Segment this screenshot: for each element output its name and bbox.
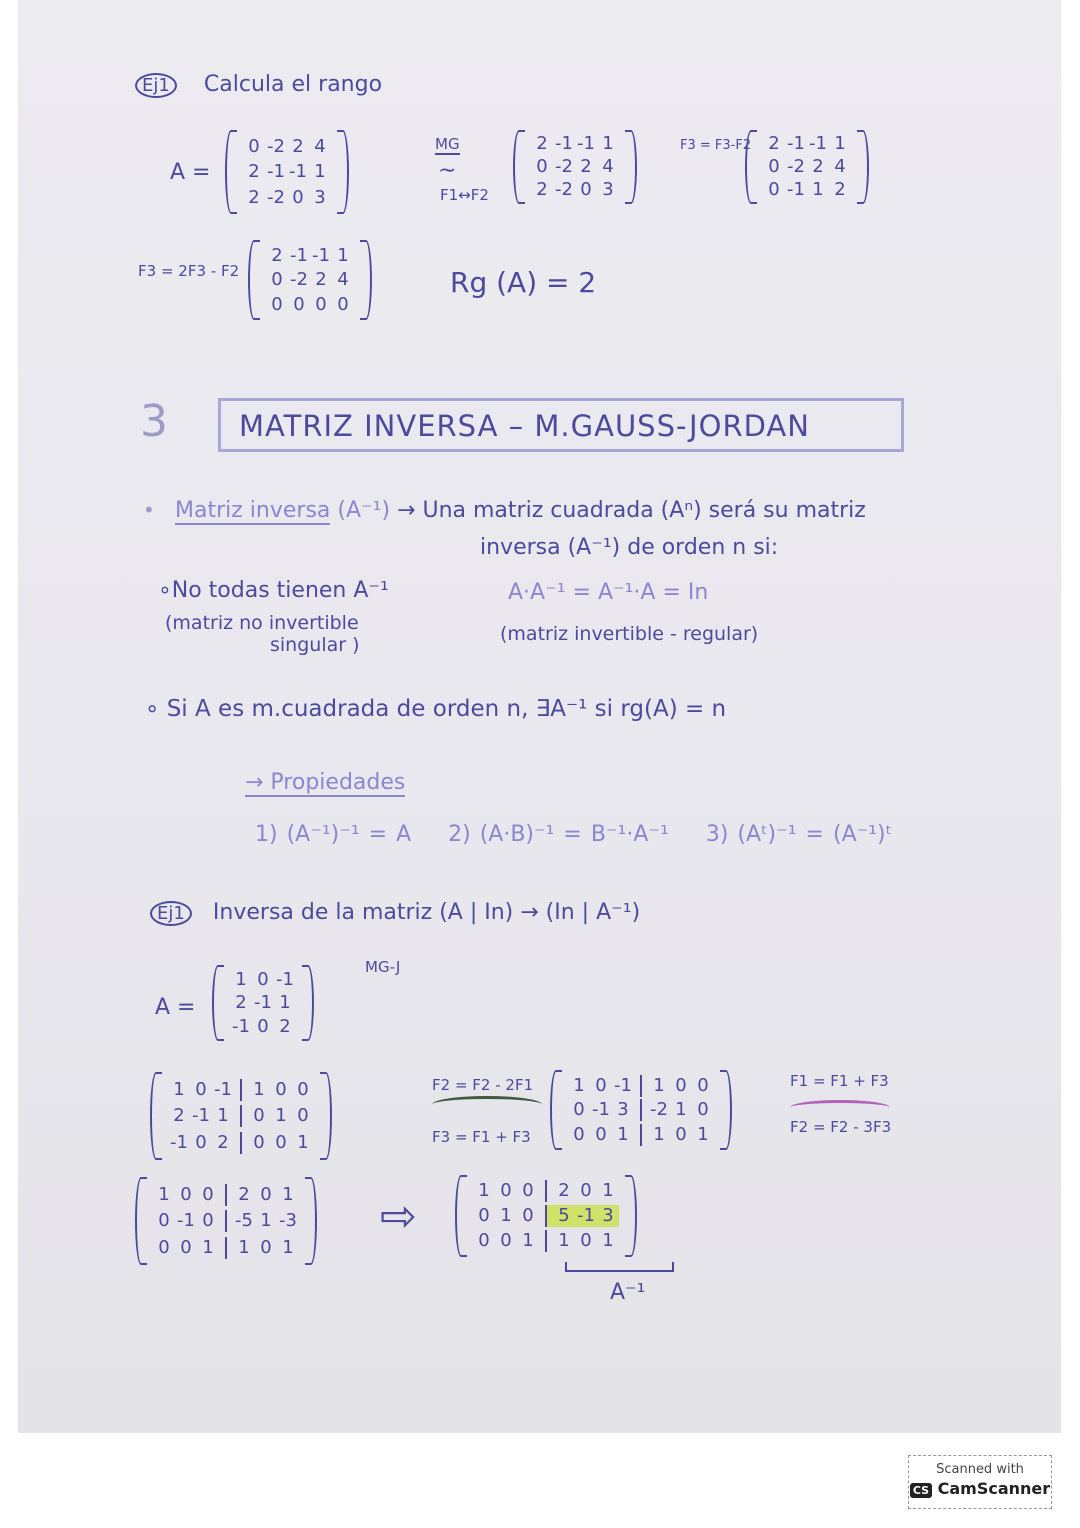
matrix-cell: -1: [577, 133, 595, 154]
matrix-cell: 0: [580, 179, 592, 200]
matrix-cell: -1: [254, 992, 272, 1013]
matrix-cell: -1: [614, 1074, 632, 1096]
matrix-step-2: [745, 130, 869, 204]
matrix-cell: 1: [173, 1078, 185, 1100]
matrix-grid: [162, 1072, 320, 1160]
exercise-1-header: [135, 72, 382, 98]
matrix-cell: -3: [279, 1210, 297, 1231]
matrix-cell: 4: [834, 156, 846, 177]
exercise-2-header: [150, 900, 640, 926]
matrix-cell: 1: [573, 1074, 585, 1096]
matrix-cell: 2: [536, 179, 548, 200]
matrix-cell: 0: [697, 1099, 709, 1120]
properties-list: [255, 822, 892, 847]
matrix-cell: 2: [292, 135, 304, 157]
step-label: F2 = F2 - 3F3: [790, 1118, 892, 1136]
right-paren: [337, 130, 349, 214]
augmented-matrix-result: [455, 1175, 637, 1257]
matrix-cell: -2: [555, 156, 573, 177]
matrix-cell: -1: [192, 1105, 210, 1126]
matrix-cell: 1: [282, 1183, 294, 1205]
matrix-step-3: [248, 240, 372, 320]
matrix-cell: -2: [290, 269, 308, 290]
camscanner-badge: [908, 1455, 1052, 1509]
matrix-cell: 1: [522, 1230, 534, 1251]
matrix-cell: 1: [478, 1180, 490, 1201]
matrix-a: [212, 965, 314, 1041]
matrix-cell: 3: [602, 179, 614, 200]
matrix-cell: 1: [225, 1237, 255, 1259]
brand-name: CamScanner: [937, 1479, 1051, 1498]
matrix-cell: 0: [260, 1236, 272, 1258]
matrix-cell: 0: [595, 1123, 607, 1145]
scanned-with-text: Scanned with: [936, 1462, 1024, 1477]
matrix-cell: 2: [279, 1015, 291, 1037]
matrix-cell: 0: [202, 1210, 214, 1231]
matrix-cell: 5: [545, 1205, 575, 1227]
matrix-cell: 0: [478, 1230, 490, 1251]
left-paren: [225, 130, 237, 214]
matrix-cell: -1: [555, 133, 573, 154]
matrix-cell: 0: [675, 1123, 687, 1145]
matrix-cell: -1: [592, 1099, 610, 1120]
matrix-cell: 1: [697, 1123, 709, 1145]
right-paren: [857, 130, 869, 204]
matrix-cell: 0: [536, 156, 548, 177]
matrix-step-1: [513, 130, 637, 204]
matrix-cell: 0: [260, 1183, 272, 1205]
left-paren: [745, 130, 757, 204]
matrix-cell: -1: [575, 1205, 597, 1227]
matrix-cell: -1: [267, 161, 285, 182]
matrix-cell: 2: [217, 1131, 229, 1153]
matrix-cell: 0: [158, 1210, 170, 1231]
matrix-cell: -2: [267, 186, 285, 208]
matrix-cell: 0: [257, 968, 269, 990]
matrix-cell: 0: [297, 1105, 309, 1126]
matrix-cell: 0: [271, 269, 283, 290]
matrix-cell: 0: [271, 293, 283, 315]
step-label: F2 = F2 - 2F1: [432, 1076, 534, 1094]
matrix-cell: 1: [202, 1236, 214, 1258]
matrix-cell: 1: [158, 1183, 170, 1205]
matrix-cell: 0: [478, 1205, 490, 1226]
right-paren: [625, 130, 637, 204]
camscanner-logo-icon: CS: [910, 1483, 932, 1498]
right-paren: [625, 1175, 637, 1257]
matrix-cell: 4: [314, 135, 326, 157]
left-paren: [135, 1177, 147, 1265]
matrix-cell: 0: [257, 1015, 269, 1037]
matrix-cell: 4: [602, 156, 614, 177]
tilde-icon: ∼: [438, 158, 457, 183]
exercise-title: Inversa de la matriz (A | In) → (In | A⁻¹): [212, 900, 641, 925]
augmented-matrix-3: [135, 1177, 317, 1265]
left-paren: [150, 1072, 162, 1160]
right-paren: [302, 965, 314, 1041]
matrix-cell: 1: [282, 1236, 294, 1258]
matrix-cell: 3: [597, 1205, 619, 1227]
definition-text-2: inversa (A⁻¹) de orden n si:: [480, 535, 779, 560]
matrix-cell: 1: [640, 1075, 670, 1097]
matrix-cell: 1: [260, 1210, 272, 1231]
step-label: F3 = F3-F2: [680, 138, 752, 153]
definition-line: [175, 498, 866, 523]
matrix-grid: [525, 130, 625, 204]
method-label: MG-J: [365, 958, 401, 976]
matrix-cell: 1: [279, 992, 291, 1013]
matrix-cell: 2: [248, 186, 260, 208]
tilde-icon: [790, 1100, 890, 1115]
matrix-cell: 2: [580, 156, 592, 177]
matrix-cell: 0: [195, 1078, 207, 1100]
matrix-cell: 0: [158, 1236, 170, 1258]
definition-text: → Una matriz cuadrada (Aⁿ) será su matriz: [397, 498, 866, 523]
left-paren: [550, 1070, 562, 1150]
matrix-cell: 1: [240, 1079, 270, 1101]
matrix-cell: 1: [217, 1105, 229, 1126]
equation-note: (matriz invertible - regular): [500, 623, 759, 645]
brand-row: [909, 1479, 1051, 1498]
definition-term: Matriz inversa: [175, 498, 331, 523]
matrix-cell: 0: [595, 1074, 607, 1096]
matrix-cell: -1: [289, 161, 307, 182]
matrix-cell: 0: [293, 293, 305, 315]
matrix-cell: -1: [312, 244, 330, 266]
matrix-cell: 0: [292, 186, 304, 208]
brace-icon: [565, 1262, 674, 1272]
right-paren: [305, 1177, 317, 1265]
step-label: MG: [435, 135, 460, 153]
matrix-cell: 0: [500, 1180, 512, 1201]
matrix-cell: 2: [834, 179, 846, 200]
matrix-cell: 1: [297, 1131, 309, 1153]
matrix-cell: 3: [617, 1099, 629, 1120]
matrix-cell: 1: [337, 244, 349, 266]
matrix-cell: 2: [768, 133, 780, 154]
matrix-cell: 3: [314, 186, 326, 208]
matrix-cell: 2: [812, 156, 824, 177]
matrix-cell: 0: [297, 1078, 309, 1100]
matrix-cell: 0: [697, 1074, 709, 1096]
matrix-cell: 1: [314, 161, 326, 182]
matrix-cell: -2: [640, 1099, 670, 1121]
right-paren: [360, 240, 372, 320]
matrix-cell: 0: [248, 135, 260, 157]
step-label: F1↔F2: [440, 186, 489, 204]
step-label: F3 = 2F3 - F2: [138, 262, 240, 280]
matrix-cell: 4: [337, 269, 349, 290]
matrix-grid: [757, 130, 857, 204]
matrix-cell: 0: [275, 1078, 287, 1100]
bullet-icon: •: [143, 498, 155, 522]
matrix-cell: -1: [787, 179, 805, 200]
augmented-matrix-2: [550, 1070, 732, 1150]
matrix-cell: 0: [580, 1230, 592, 1251]
matrix-cell: 2: [315, 269, 327, 290]
note: singular ): [270, 634, 360, 656]
matrix-a-label: A =: [155, 995, 196, 1020]
matrix-cell: 0: [195, 1131, 207, 1153]
inverse-equation: A·A⁻¹ = A⁻¹·A = In: [508, 580, 709, 605]
matrix-a: [225, 130, 349, 214]
matrix-cell: 0: [240, 1105, 270, 1127]
matrix-cell: 1: [235, 968, 247, 990]
right-paren: [720, 1070, 732, 1150]
matrix-cell: 0: [675, 1074, 687, 1096]
matrix-cell: 0: [522, 1180, 534, 1201]
existence-condition: ∘ Si A es m.cuadrada de orden n, ∃A⁻¹ si rg(A) = n: [145, 696, 727, 722]
definition-symbol: (A⁻¹): [337, 498, 391, 523]
matrix-cell: 0: [180, 1183, 192, 1205]
matrix-cell: 1: [602, 1230, 614, 1251]
matrix-cell: -1: [276, 968, 294, 990]
matrix-cell: 2: [235, 992, 247, 1013]
property-item: 2) (A·B)⁻¹ = B⁻¹·A⁻¹: [448, 822, 669, 847]
matrix-cell: 0: [573, 1123, 585, 1145]
matrix-cell: 1: [275, 1105, 287, 1126]
matrix-cell: 0: [315, 293, 327, 315]
matrix-cell: 1: [640, 1124, 670, 1146]
matrix-grid: [562, 1070, 720, 1150]
inverse-label: A⁻¹: [610, 1280, 646, 1305]
matrix-cell: -1: [214, 1078, 232, 1100]
matrix-cell: 1: [545, 1230, 575, 1252]
property-item: 3) (Aᵗ)⁻¹ = (A⁻¹)ᵗ: [705, 822, 893, 847]
section-number: 3: [140, 396, 168, 447]
exercise-title: Calcula el rango: [203, 72, 383, 97]
exercise-label: Ej1: [135, 73, 177, 98]
property-item: 1) (A⁻¹)⁻¹ = A: [255, 822, 412, 847]
matrix-cell: 1: [500, 1205, 512, 1226]
augmented-matrix-1: [150, 1072, 332, 1160]
note: ∘No todas tienen A⁻¹: [158, 578, 389, 603]
matrix-cell: 0: [240, 1132, 270, 1154]
tilde-icon: [432, 1096, 542, 1113]
matrix-cell: 0: [522, 1205, 534, 1226]
matrix-cell: -5: [225, 1210, 255, 1232]
matrix-cell: 1: [834, 133, 846, 154]
matrix-cell: -2: [555, 179, 573, 200]
matrix-cell: 0: [573, 1099, 585, 1120]
matrix-cell: 0: [202, 1183, 214, 1205]
matrix-cell: 2: [248, 161, 260, 182]
matrix-cell: -1: [232, 1015, 250, 1037]
matrix-cell: 1: [602, 133, 614, 154]
matrix-cell: 2: [271, 244, 283, 266]
matrix-cell: 1: [617, 1123, 629, 1145]
section-title-box: [218, 398, 904, 452]
left-paren: [513, 130, 525, 204]
step-label: F3 = F1 + F3: [432, 1128, 531, 1146]
matrix-cell: -1: [177, 1210, 195, 1231]
right-paren: [320, 1072, 332, 1160]
matrix-cell: -2: [787, 156, 805, 177]
matrix-cell: 1: [602, 1180, 614, 1201]
matrix-cell: -1: [787, 133, 805, 154]
section-title: MATRIZ INVERSA – M.GAUSS-JORDAN: [239, 409, 810, 443]
implies-arrow-icon: ⇨: [380, 1191, 417, 1242]
matrix-cell: 2: [536, 133, 548, 154]
matrix-cell: 2: [225, 1184, 255, 1206]
matrix-cell: -2: [267, 135, 285, 157]
left-paren: [455, 1175, 467, 1257]
matrix-cell: 0: [180, 1236, 192, 1258]
properties-heading: [245, 770, 405, 795]
matrix-cell: -1: [809, 133, 827, 154]
matrix-grid: [237, 130, 337, 214]
matrix-cell: 0: [275, 1131, 287, 1153]
matrix-grid: [467, 1175, 625, 1257]
matrix-cell: 0: [500, 1230, 512, 1251]
matrix-cell: 2: [173, 1105, 185, 1126]
properties-heading-text: → Propiedades: [245, 770, 406, 795]
matrix-cell: 1: [675, 1099, 687, 1120]
left-paren: [248, 240, 260, 320]
matrix-cell: 0: [768, 179, 780, 200]
matrix-cell: -1: [290, 244, 308, 266]
left-paren: [212, 965, 224, 1041]
note: (matriz no invertible: [165, 612, 359, 634]
matrix-cell: -1: [170, 1131, 188, 1153]
exercise-label: Ej1: [150, 901, 192, 926]
matrix-cell: 0: [337, 293, 349, 315]
step-label: F1 = F1 + F3: [790, 1072, 889, 1090]
matrix-grid: [224, 965, 302, 1041]
rank-result: Rg (A) = 2: [450, 266, 597, 299]
matrix-cell: 2: [545, 1180, 575, 1202]
matrix-grid: [260, 240, 360, 320]
matrix-cell: 0: [580, 1180, 592, 1201]
matrix-cell: 1: [812, 179, 824, 200]
matrix-grid: [147, 1177, 305, 1265]
matrix-cell: 0: [768, 156, 780, 177]
matrix-a-label: A =: [170, 160, 211, 185]
